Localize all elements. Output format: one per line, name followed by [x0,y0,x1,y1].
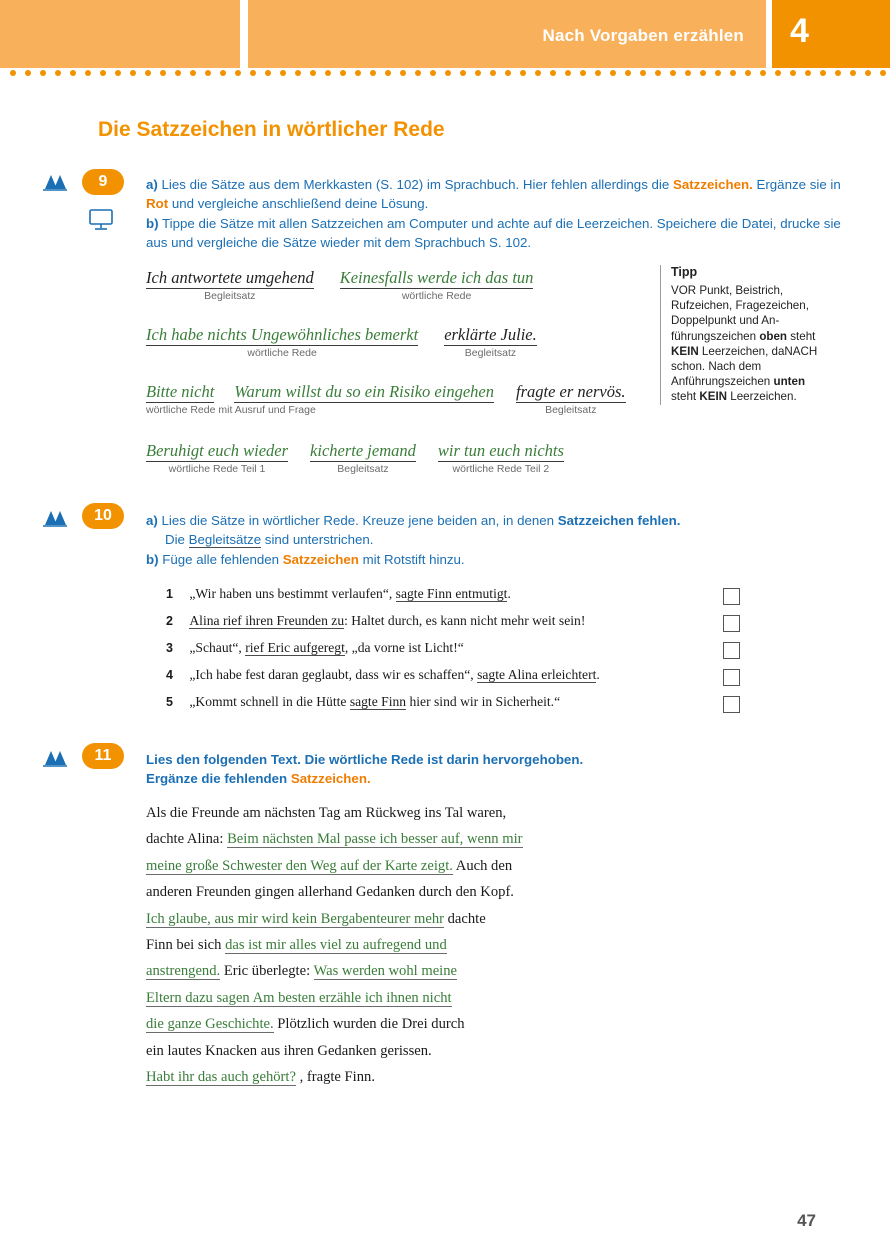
specimen-segment [234,382,494,404]
story-text [146,800,706,1090]
story-line: anderen Freunden gingen allerhand Gedanken durch den Kopf. [146,884,514,901]
header-block-left [0,0,240,68]
story-line: Finn bei sich das ist mir alles viel zu aufregend und [146,937,447,954]
specimen-row-2 [146,325,537,359]
item-text-underlined: Alina rief ihren Freunden zu [189,613,345,628]
specimen-caption: Begleitsatz [545,404,597,416]
chapter-number: 4 [790,12,809,50]
item-text-pre: „Schaut“, [189,640,246,655]
computer-icon [88,208,114,232]
exercise-number-9: 9 [82,169,124,195]
item-text-post: : Haltet durch, es kann nicht mehr weit sein! [344,613,586,628]
checkbox-item-3[interactable] [723,642,740,659]
item-text-underlined: sagte Alina erleichtert [477,667,597,682]
specimen-segment [146,268,314,302]
specimen-caption: Begleitsatz [337,463,389,475]
specimen-segment [438,441,564,475]
story-line: Ich glaube, aus mir wird kein Bergabenteurer mehr dachte [146,910,486,927]
specimen-text: kicherte jemand [310,441,416,460]
specimen-segment [444,325,537,359]
dotted-divider [0,70,890,80]
specimen-text: Warum willst du so ein Risiko eingehen [234,382,494,401]
item-number: 5 [166,695,173,709]
page-header [0,0,890,75]
instruction-line-1: Lies den folgenden Text. Die wörtliche Rede ist darin hervorgehoben. [146,752,584,767]
story-line: Habt ihr das auch gehört? , fragte Finn. [146,1069,375,1086]
specimen-row-4 [146,441,564,475]
task-a-part-4: Rot [146,196,169,211]
specimen-text: Ich antwortete umgehend [146,268,314,287]
list-item [166,613,585,629]
task-label-a: a) [146,513,158,528]
exercise-number-10: 10 [82,503,124,529]
task-a-part-3: Ergänze sie in [752,177,841,192]
item-text-post: . [596,667,600,682]
item-text-pre: „Ich habe fest daran geglaubt, dass wir es schaffen“, [189,667,478,682]
header-block-title [248,0,766,68]
item-text-pre: „Wir haben uns bestimmt verlaufen“, [189,586,396,601]
task-b-line1-bold: Satzzeichen [282,552,359,567]
task-a-part-1: Lies die Sätze aus dem Merkkasten (S. 102) im Sprachbuch. Hier fehlen allerdings die [161,177,673,192]
specimen-text: Beruhigt euch wieder [146,441,289,460]
exercise-10-task-a [146,511,846,549]
task-b-line1: Füge alle fehlenden [162,552,283,567]
item-text-post: , „da vorne ist Licht!“ [344,640,464,655]
task-a-line2-pre: Die [165,532,189,547]
checkbox-item-5[interactable] [723,696,740,713]
specimen-text: Keinesfalls werde ich das tun [339,268,534,287]
item-number: 2 [166,614,173,628]
story-line: anstrengend. Eric überlegte: Was werden wohl meine [146,963,458,980]
tipp-box [660,265,833,405]
specimen-segment [310,441,416,475]
task-b-text: Tippe die Sätze mit allen Satzzeichen am Computer und achte auf die Leerzeichen. Speichere die Datei, drucke sie aus und vergleiche die Sätze wieder mit dem Sprachbuch S. 102. [146,216,841,250]
story-line: die ganze Geschichte. Plötzlich wurden die Drei durch [146,1016,465,1033]
list-item [166,586,511,602]
specimen-caption: Begleitsatz [204,290,256,302]
task-a-line2-post: sind unterstrichen. [261,532,374,547]
item-text-pre: „Kommt schnell in die Hütte [189,694,350,709]
item-number: 1 [166,587,173,601]
item-text-underlined: rief Eric aufgeregt [245,640,345,655]
specimen-segment [340,268,534,302]
specimen-row-1 [146,268,533,302]
specimen-caption: wörtliche Rede Teil 2 [452,463,550,475]
task-label-b: b) [146,552,159,567]
specimen-caption: wörtliche Rede [247,347,317,359]
task-a-line2-underlined: Begleitsätze [188,532,262,547]
item-text-underlined: sagte Finn [349,694,407,709]
specimen-caption: wörtliche Rede Teil 1 [168,463,266,475]
item-text-post: . [507,586,511,601]
specimen-segment [146,382,214,402]
chapter-title: Nach Vorgaben erzählen [542,26,744,45]
specimen-text: erklärte Julie. [444,325,537,344]
level-triangle-icon [42,746,68,768]
task-a-part-5: und vergleiche anschließend deine Lösung. [168,196,429,211]
item-text-underlined: sagte Finn entmutigt [395,586,508,601]
task-a-line1: Lies die Sätze in wörtlicher Rede. Kreuze jene beiden an, in denen [161,513,558,528]
task-label-a: a) [146,177,158,192]
level-triangle-icon [42,170,68,192]
instruction-line-2-pre: Ergänze die fehlenden [146,771,291,786]
specimen-text: fragte er nervös. [516,382,626,401]
exercise-11-instruction [146,750,846,788]
exercise-number-11: 11 [82,743,124,769]
instruction-line-2-bold: Satzzeichen. [290,771,371,786]
checkbox-item-1[interactable] [723,588,740,605]
checkbox-item-2[interactable] [723,615,740,632]
story-line: meine große Schwester den Weg auf der Karte zeigt. Auch den [146,857,513,874]
tipp-text: VOR Punkt, Beistrich, Rufzeichen, Fragezeichen, Doppelpunkt und Anführungszeichen oben steht KEIN Leerzeichen, daNACH schon. Nach dem Anführungszeichen unten steht KEIN Leerzeichen. [671,284,818,404]
task-a-line1-bold: Satzzeichen fehlen. [557,513,681,528]
specimen-caption: Begleitsatz [464,347,517,359]
specimen-segment [516,382,626,416]
item-number: 3 [166,641,173,655]
exercise-10-task-b [146,550,846,569]
specimen-segment [146,441,288,475]
header-block-number [772,0,890,68]
list-item [166,694,560,710]
story-line: dachte Alina: Beim nächsten Mal passe ich besser auf, wenn mir [146,831,523,848]
task-a-part-2: Satzzeichen. [672,177,753,192]
task-label-b: b) [146,216,159,231]
list-item [166,667,600,683]
story-line: Als die Freunde am nächsten Tag am Rückweg ins Tal waren, [146,805,507,821]
item-text-post: hier sind wir in Sicherheit.“ [406,694,561,709]
specimen-text: Ich habe nichts Ungewöhnliches bemerkt [146,325,419,344]
task-b-line1-post: mit Rotstift hinzu. [358,552,465,567]
specimen-caption: wörtliche Rede [401,290,472,302]
story-line: Eltern dazu sagen Am besten erzähle ich ihnen nicht [146,989,452,1006]
page-number: 47 [797,1211,816,1230]
list-item [166,640,464,656]
specimen-segment [146,325,418,359]
exercise-9-task-a [146,175,846,213]
specimen-text: wir tun euch nichts [437,441,564,460]
story-line: ein lautes Knacken aus ihren Gedanken gerissen. [146,1042,432,1059]
tipp-title: Tipp [671,265,698,279]
exercise-9-task-b [146,214,846,252]
specimen-text: Bitte nicht [146,382,215,401]
checkbox-item-4[interactable] [723,669,740,686]
specimen-row-3-caption: wörtliche Rede mit Ausruf und Frage [146,404,316,416]
level-triangle-icon [42,506,68,528]
page-title: Die Satzzeichen in wörtlicher Rede [98,118,445,141]
item-number: 4 [166,668,173,682]
